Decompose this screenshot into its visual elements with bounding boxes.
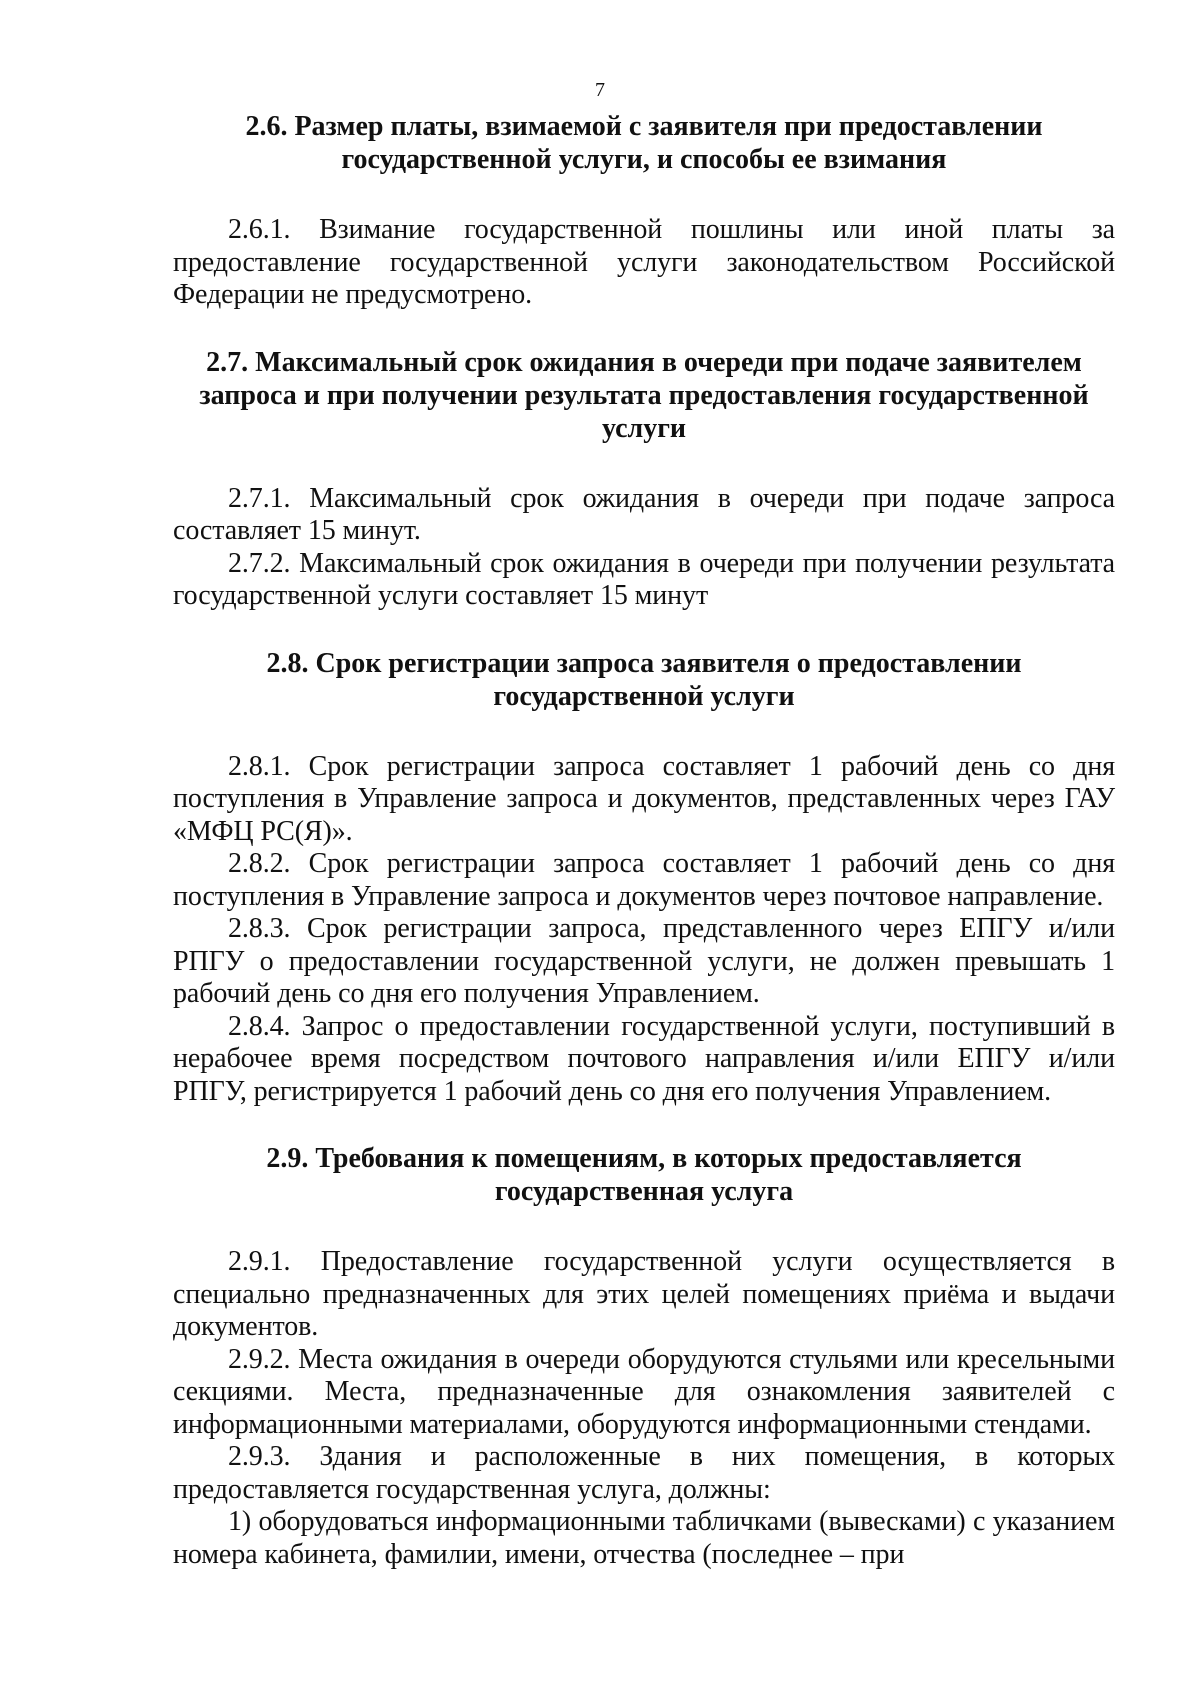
section-2-7: [173, 346, 1115, 613]
heading-line: 2.9. Требования к помещениям, в которых предоставляется: [266, 1143, 1022, 1174]
heading-line: 2.7. Максимальный срок ожидания в очереди при подаче заявителем: [206, 346, 1082, 378]
paragraph-2-8-2: 2.8.2. Срок регистрации запроса составляет 1 рабочий день со дня поступления в Управление запроса и документов через почтовое направление.: [173, 848, 1115, 912]
paragraph-2-8-1: 2.8.1. Срок регистрации запроса составляет 1 рабочий день со дня поступления в Управление запроса и документов, представленных через ГАУ «МФЦ РС(Я)».: [173, 750, 1115, 847]
list-item-1: 1) оборудоваться информационными табличками (вывесками) с указанием номера кабинета, фамилии, имени, отчества (последнее – при: [173, 1506, 1115, 1570]
heading-line: 2.6. Размер платы, взимаемой с заявителя при предоставлении: [245, 111, 1043, 142]
section-heading: [173, 647, 1115, 713]
section-heading: [173, 1142, 1115, 1208]
paragraph-2-9-1: 2.9.1. Предоставление государственной услуги осуществляется в специально предназначенных для этих целей помещениях приёма и выдачи документов.: [173, 1246, 1115, 1342]
section-heading: [173, 346, 1115, 445]
heading-line: запроса и при получении результата предоставления государственной: [199, 379, 1089, 411]
paragraph-2-8-3: 2.8.3. Срок регистрации запроса, представленного через ЕПГУ и/или РПГУ о предоставлении государственной услуги, не должен превышать 1 рабочий день со дня его получения Управлением.: [173, 913, 1115, 1009]
paragraph-2-7-1: 2.7.1. Максимальный срок ожидания в очереди при подаче запроса составляет 15 минут.: [173, 482, 1115, 546]
heading-line: государственной услуги, и способы ее взимания: [341, 144, 947, 175]
heading-line: государственной услуги: [493, 680, 795, 712]
section-2-8: [173, 647, 1115, 1109]
paragraph-2-8-4: 2.8.4. Запрос о предоставлении государственной услуги, поступивший в нерабочее время посредством почтового направления и/или ЕПГУ и/или РПГУ, регистрируется 1 рабочий день со дня его получения Управлением.: [173, 1010, 1115, 1107]
paragraph-2-9-3: 2.9.3. Здания и расположенные в них помещения, в которых предоставляется государственная услуга, должны:: [173, 1441, 1115, 1505]
page-number: 7: [595, 79, 605, 101]
section-heading: [173, 110, 1115, 176]
heading-line: государственная услуга: [494, 1176, 794, 1207]
paragraph-2-9-2: 2.9.2. Места ожидания в очереди оборудуются стульями или кресельными секциями. Места, предназначенные для ознакомления заявителей с информационными материалами, оборудуются информационными стендами.: [173, 1343, 1115, 1440]
heading-line: 2.8. Срок регистрации запроса заявителя о предоставлении: [266, 647, 1022, 679]
section-2-9: [173, 1142, 1115, 1571]
section-2-6: [173, 110, 1115, 312]
heading-line: услуги: [601, 412, 687, 444]
paragraph-2-7-2: 2.7.2. Максимальный срок ожидания в очереди при получении результата государственной услуги составляет 15 минут: [173, 547, 1115, 611]
document-body: [173, 110, 1115, 1571]
paragraph-2-6-1: 2.6.1. Взимание государственной пошлины или иной платы за предоставление государственной услуги законодательством Российской Федерации не предусмотрено.: [173, 214, 1115, 310]
